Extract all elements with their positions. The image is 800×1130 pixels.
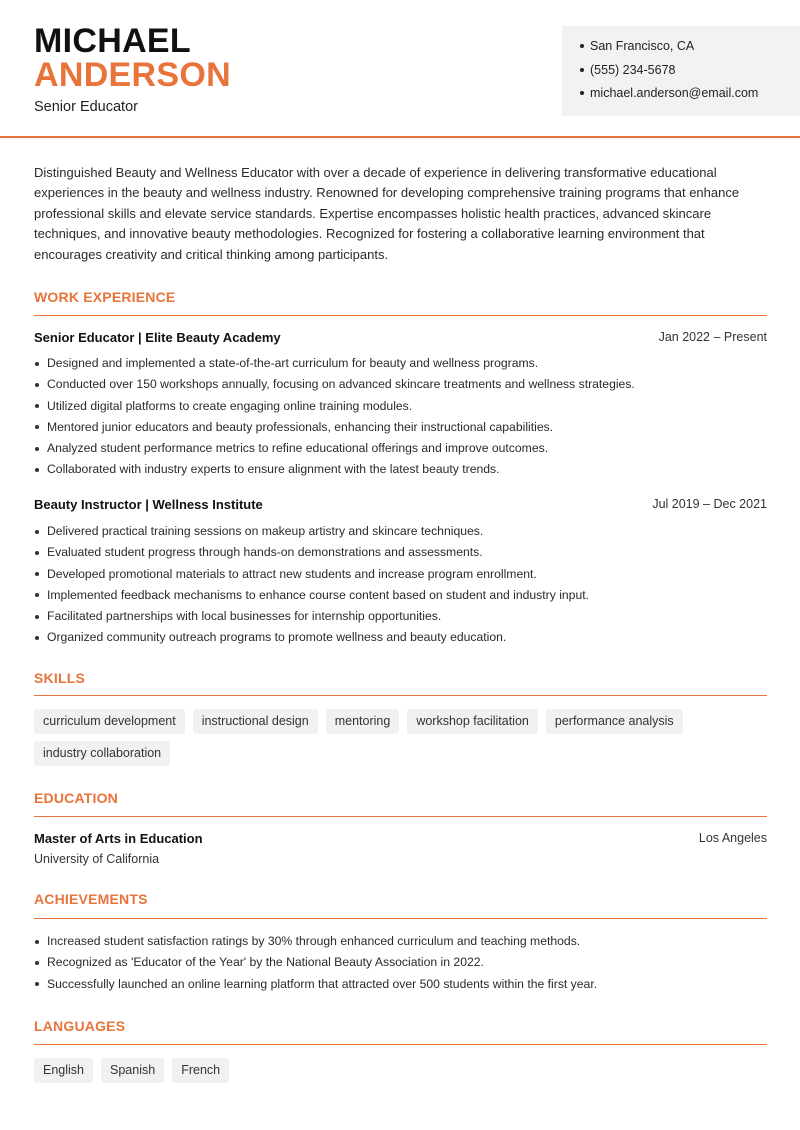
contact-box [562,26,800,116]
list-item: Recognized as 'Educator of the Year' by the National Beauty Association in 2022. [34,954,767,970]
job-dates: Jan 2022 – Present [658,330,767,344]
list-item: Facilitated partnerships with local businesses for internship opportunities. [34,608,767,624]
language-chip: Spanish [101,1058,164,1083]
section-divider [34,315,767,316]
education-school: University of California [34,852,160,866]
job-role: Beauty Instructor | Wellness Institute [34,497,263,512]
list-item: Implemented feedback mechanisms to enhance course content based on student and industry input. [34,587,767,603]
contact-location: San Francisco, CA [580,38,800,62]
job-bullets [34,523,767,651]
education-degree: Master of Arts in Education [34,831,203,846]
skill-chip: curriculum development [34,709,185,734]
job-bullets [34,355,767,483]
section-title-work: WORK EXPERIENCE [34,289,176,305]
job-dates: Jul 2019 – Dec 2021 [652,497,767,511]
list-item: Successfully launched an online learning platform that attracted over 500 students within the first year. [34,976,767,992]
education-location: Los Angeles [698,831,767,845]
section-divider [34,918,767,919]
list-item: Increased student satisfaction ratings by 30% through enhanced curriculum and teaching methods. [34,933,767,949]
skill-chip: mentoring [326,709,400,734]
skill-chip: industry collaboration [34,741,170,766]
list-item: Evaluated student progress through hands-on demonstrations and assessments. [34,544,767,560]
list-item: Analyzed student performance metrics to refine educational offerings and improve outcomes. [34,440,767,456]
skill-chip: workshop facilitation [407,709,538,734]
section-title-languages: LANGUAGES [34,1018,126,1034]
list-item: Conducted over 150 workshops annually, focusing on advanced skincare treatments and wellness strategies. [34,376,767,392]
skill-chip: performance analysis [546,709,683,734]
job-role: Senior Educator | Elite Beauty Academy [34,330,281,345]
resume-header [0,0,800,138]
profile-summary: Distinguished Beauty and Wellness Educator with over a decade of experience in delivering transformative educational experiences in the beauty and wellness industry. Renowned for developing comprehensive training programs that enhance professional skills and elevate service standards. Expertise encompasses holistic health practices, advanced skincare techniques, and innovative beauty methodologies. Recognized for fostering a collaborative learning environment that encourages creativity and critical thinking among participants. [34,165,740,262]
skill-chip: instructional design [193,709,318,734]
languages-list [34,1058,774,1090]
list-item: Utilized digital platforms to create engaging online training modules. [34,398,767,414]
job-header [34,497,767,515]
list-item: Collaborated with industry experts to ensure alignment with the latest beauty trends. [34,461,767,477]
list-item: Developed promotional materials to attract new students and increase program enrollment. [34,566,767,582]
section-divider [34,816,767,817]
first-name: MICHAEL [34,22,191,60]
job-title: Senior Educator [34,99,138,115]
language-chip: French [172,1058,229,1083]
section-title-skills: SKILLS [34,670,85,686]
list-item: Delivered practical training sessions on makeup artistry and skincare techniques. [34,523,767,539]
last-name: ANDERSON [34,56,231,94]
job-header [34,330,767,348]
list-item: Organized community outreach programs to promote wellness and beauty education. [34,629,767,645]
section-divider [34,1044,767,1045]
list-item: Designed and implemented a state-of-the-art curriculum for beauty and wellness programs. [34,355,767,371]
list-item: Mentored junior educators and beauty professionals, enhancing their instructional capabilities. [34,419,767,435]
section-title-education: EDUCATION [34,790,118,806]
section-title-achievements: ACHIEVEMENTS [34,891,148,907]
contact-phone: (555) 234-5678 [580,62,800,86]
language-chip: English [34,1058,93,1083]
contact-email[interactable]: michael.anderson@email.com [580,85,800,109]
skills-list [34,709,774,773]
section-divider [34,695,767,696]
achievements-list [34,933,767,997]
